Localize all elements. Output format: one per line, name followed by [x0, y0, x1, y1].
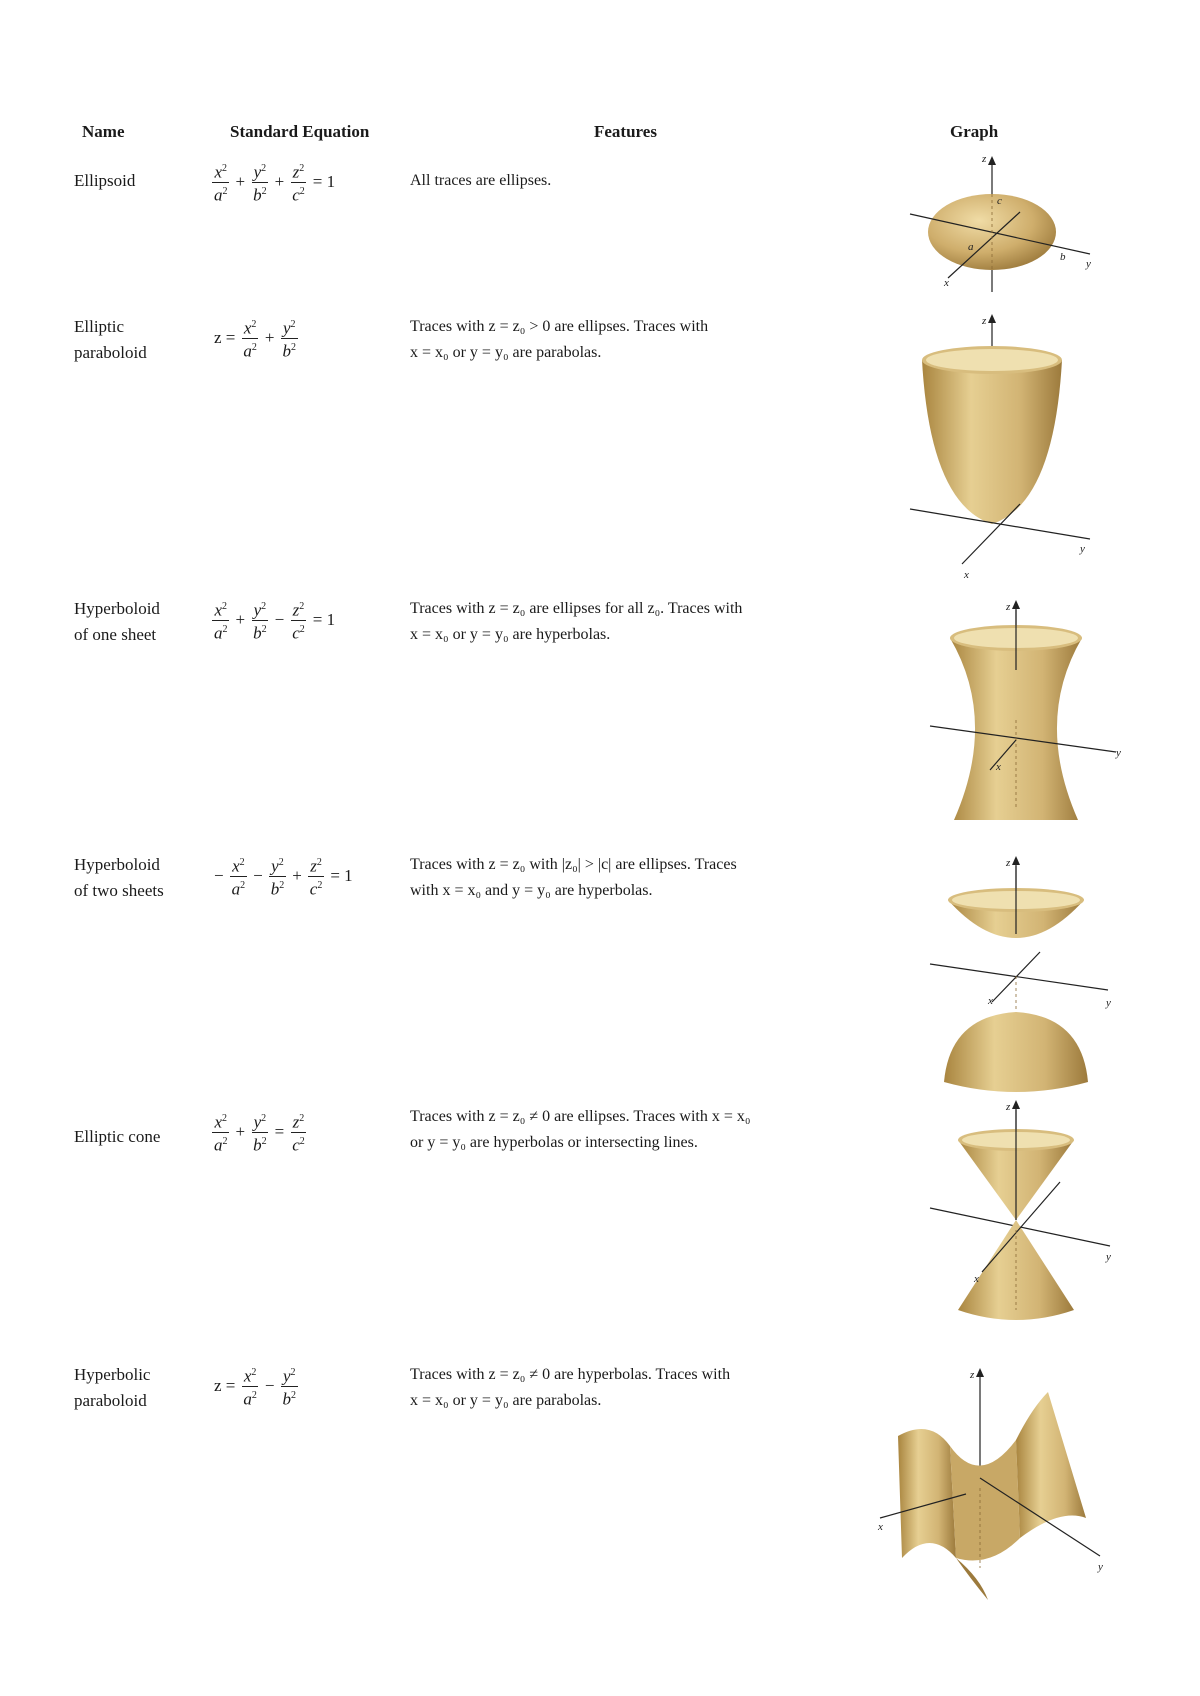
hyperboloid-two-sheets-graph	[920, 856, 1140, 1096]
axis-label-a: a	[968, 241, 974, 253]
header-name: Name	[82, 122, 125, 141]
header-features: Features	[594, 122, 657, 141]
standard-equation: z = $\frac{x^2}{a^2}$ + $\frac{y^2}{b^2}$	[210, 316, 300, 360]
axis-label-x: x	[988, 995, 993, 1007]
standard-equation: z = $\frac{x^2}{a^2}$ − $\frac{y^2}{b^2}$	[210, 1364, 300, 1408]
hyperbolic-paraboloid-graph	[870, 1368, 1120, 1604]
surface-name: Hyperbolic paraboloid	[74, 1365, 151, 1410]
axis-label-z: z	[1006, 601, 1011, 613]
surface-name: Elliptic paraboloid	[74, 317, 147, 362]
axis-label-x: x	[878, 1521, 883, 1533]
axis-label-z: z	[982, 153, 987, 165]
standard-equation: $\frac{x^2}{a^2}$ + $\frac{y^2}{b^2}$ − $\frac{z^2}{c^2}$ = 1	[210, 598, 339, 642]
features-text: Traces with z = z₀ ≠ 0 are ellipses. Traces with x = x₀ or y = y₀ are hyperbolas or intersecting lines.	[410, 1108, 751, 1151]
axis-label-y: y	[1106, 997, 1111, 1009]
axis-label-x: x	[974, 1273, 979, 1285]
axis-label-z: z	[970, 1369, 975, 1381]
axis-label-z: z	[1006, 857, 1011, 869]
ellipsoid-graph	[900, 152, 1100, 302]
elliptic-paraboloid-graph	[900, 314, 1120, 584]
features-text: Traces with z = z₀ > 0 are ellipses. Traces with x = x₀ or y = y₀ are parabolas.	[410, 318, 709, 361]
axis-label-z: z	[982, 315, 987, 327]
features-text: Traces with z = z₀ are ellipses for all z₀. Traces with x = x₀ or y = y₀ are hyperbolas.	[410, 600, 743, 643]
features-text: Traces with z = z₀ ≠ 0 are hyperbolas. Traces with x = x₀ or y = y₀ are parabolas.	[410, 1366, 731, 1409]
axis-label-y: y	[1098, 1561, 1103, 1573]
header-equation: Standard Equation	[230, 122, 370, 141]
header-graph: Graph	[950, 122, 999, 141]
axis-label-x: x	[964, 569, 969, 581]
surface-name: Hyperboloid of one sheet	[74, 599, 160, 644]
axis-label-y: y	[1116, 747, 1121, 759]
standard-equation: $\frac{x^2}{a^2}$ + $\frac{y^2}{b^2}$ + $\frac{z^2}{c^2}$ = 1	[210, 160, 339, 204]
axis-label-y: y	[1086, 258, 1091, 270]
axis-label-y: y	[1080, 543, 1085, 555]
features-text: All traces are ellipses.	[410, 172, 552, 189]
axis-label-y: y	[1106, 1251, 1111, 1263]
standard-equation: $\frac{x^2}{a^2}$ + $\frac{y^2}{b^2}$ = $\frac{z^2}{c^2}$	[210, 1110, 309, 1154]
axis-label-x: x	[944, 277, 949, 289]
standard-equation: − $\frac{x^2}{a^2}$ − $\frac{y^2}{b^2}$ + $\frac{z^2}{c^2}$ = 1	[210, 854, 357, 898]
features-text: Traces with z = z₀ with |z₀| > |c| are ellipses. Traces with x = x₀ and y = y₀ are hyperbolas.	[410, 856, 737, 899]
axis-label-b: b	[1060, 251, 1066, 263]
axis-label-c: c	[997, 195, 1002, 207]
surface-name: Elliptic cone	[74, 1127, 161, 1146]
surface-name: Ellipsoid	[74, 171, 136, 190]
axis-label-z: z	[1006, 1101, 1011, 1113]
axis-label-x: x	[996, 761, 1001, 773]
hyperboloid-one-sheet-graph	[920, 600, 1140, 840]
elliptic-cone-graph	[920, 1100, 1140, 1340]
surface-name: Hyperboloid of two sheets	[74, 855, 164, 900]
